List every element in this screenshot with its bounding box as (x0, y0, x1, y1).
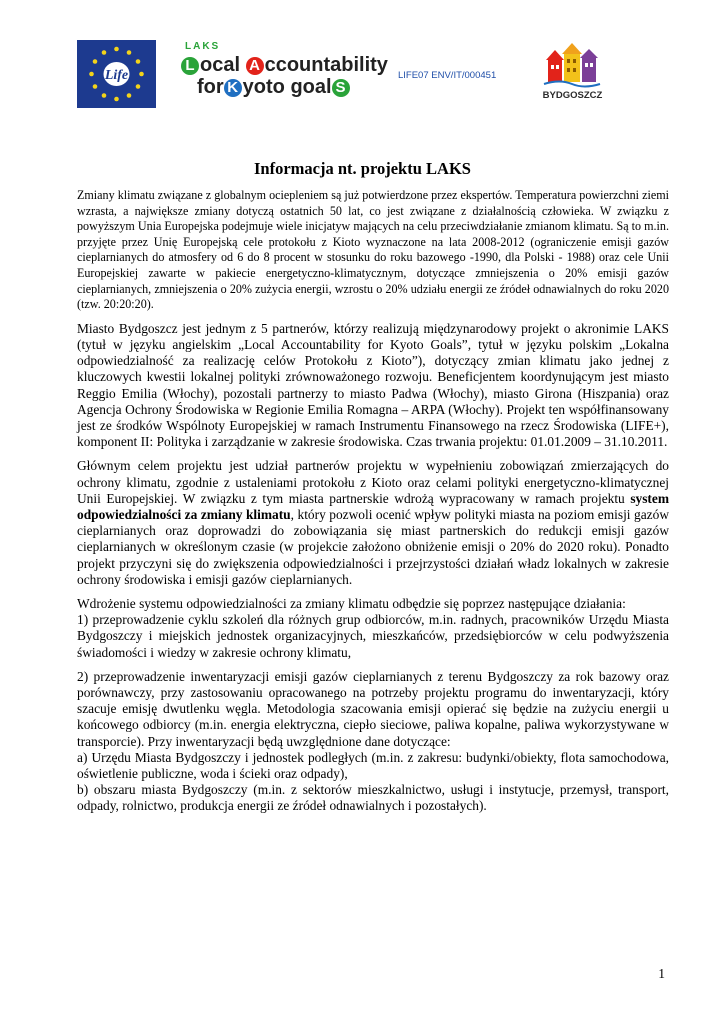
laks-logo-for: for (197, 76, 224, 98)
bydgoszcz-logo (540, 42, 605, 104)
project-code: LIFE07 ENV/IT/000451 (398, 70, 497, 81)
laks-ball-l: L (181, 57, 199, 75)
laks-logo-line1 (181, 54, 388, 76)
document-body (77, 188, 669, 815)
laks-ball-k: K (224, 79, 242, 97)
laks-acronym (185, 41, 220, 52)
laks-logo-ccountability: ccountability (264, 54, 388, 76)
list-item-inventory: 2) przeprowadzenie inwentaryzacji emisji gazów cieplarnianych z terenu Bydgoszczy za rok bazowy oraz porównawczy, przy zastosowaniu opracowanego na potrzeby projektu programu do inwentaryzacji, który szacuje emisję dwutlenku węgla. Metodologia szacowania emisji opierać się będzie na zużyciu energii u końcowego odbiorcy (m.in. energia elektryczna, ciepło sieciowe, paliwa kopalne, paliwa wykorzystywane w transporcie). Przy inwentaryzacji będą uwzględnione dane dotyczące: (77, 668, 669, 749)
laks-ball-a: A (246, 57, 264, 75)
laks-ball-s: S (332, 79, 350, 97)
laks-logo (181, 54, 388, 98)
document-title: Informacja nt. projektu LAKS (254, 159, 471, 178)
bydgoszcz-logo-text: BYDGOSZCZ (542, 90, 603, 101)
paragraph-main-goal (77, 458, 669, 588)
document-header (0, 0, 725, 120)
paragraph-main-goal-text-1: Głównym celem projektu jest udział partnerów projektu w wypełnieniu zobowiązań zmierzających do ochrony klimatu, zgodnie z ustaleniami protokołu z Kioto oraz celami polityki energetyczno-klimatycznej Unii Europejskiej. W związku z tym miasta partnerskie wdrożą wypracowany w ramach projektu (77, 458, 669, 506)
list-item-inventory-a: a) Urzędu Miasta Bydgoszczy i jednostek podległych (m.in. z zakresu: budynki/obiekty, flota samochodowa, oświetlenie publiczne, woda i ścieki oraz odpady), (77, 749, 669, 782)
laks-logo-yoto-goal: yoto goal (242, 76, 332, 98)
eu-stars-icon (77, 40, 156, 108)
paragraph-main-goal-text-2: , który pozwoli ocenić wpływ polityki miasta na poziom emisji gazów cieplarnianych oraz doprowadzi do zobowiązania się miast partnerskich do redukcji emisji gazów cieplarnianych w określonym czasie (w projekcie założono obniżenie emisji o 20% do 2020 roku). Ponadto projekt przyczyni się do zwiększenia odpowiedzialności i przejrzystości działań władz lokalnych w zakresie ochrony środowiska i emisji gazów cieplarnianych. (77, 506, 669, 587)
paragraph-partners: Miasto Bydgoszcz jest jednym z 5 partnerów, którzy realizują międzynarodowy projekt o akronimie LAKS (tytuł w języku angielskim „Local Accountability for Kyoto Goals”, tytuł w języku polskim „Lokalna odpowiedzialność za realizację celów Protokołu z Kioto”), dotyczący zmian klimatu jako jednej z kluczowych kwestii lokalnej polityki zrównoważonego rozwoju. Beneficjentem koordynującym jest miasto Reggio Emilia (Włochy), pozostali partnerzy to miasto Padwa (Włochy), miasto Girona (Hiszpania) oraz Agencja Ochrony Środowiska w Regionie Emilia Romagna – ARPA (Włochy). Projekt ten współfinansowany jest ze środków Wspólnoty Europejskiej w ramach Instrumentu Finansowego na rzecz Środowiska (LIFE+), komponent II: Polityka i zarządzanie w zakresie środowiska. Czas trwania projektu: 01.01.2009 – 31.10.2011. (77, 320, 669, 450)
life-logo-text: Life (104, 68, 129, 83)
laks-logo-ocal: ocal (200, 54, 246, 76)
paragraph-climate-change: Zmiany klimatu związane z globalnym ociepleniem są już potwierdzone przez ekspertów. Temperatura powierzchni ziemi wzrasta, a największe zmiany dotyczą ostatnich 50 lat, co jest związane z działalnością człowieka. W związku z powyższym Unia Europejska podejmuje wiele inicjatyw mających na celu przeciwdziałanie zmianom klimatu. Są to m.in. przyjęte przez Unię Europejską cele protokołu z Kioto wyznaczone na lata 2008-2012 (ograniczenie emisji gazów cieplarnianych do atmosfery od 6 do 8 procent w stosunku do roku bazowego -1990, dla Polski - 1988) oraz cele Unii Europejskiej zawarte w pakiecie energetyczno-klimatycznym, dotyczące zmniejszenia o 20% emisji gazów cieplarnianych, zmniejszenia o 20% zużycia energii, wzrostu o 20% udziału energii ze źródeł odnawialnych do roku 2020 (tzw. 20:20:20). (77, 188, 669, 312)
laks-acronym-text: LAKS (185, 41, 221, 52)
list-item-trainings: 1) przeprowadzenie cyklu szkoleń dla różnych grup odbiorców, m.in. radnych, pracowników Urzędu Miasta Bydgoszczy i miejskich jednostek organizacyjnych, mieszkańców, przedsiębiorców w celu podwyższenia świadomości i wiedzy w zakresie ochrony klimatu, (77, 612, 669, 660)
eu-life-logo (77, 40, 156, 108)
page-number: 1 (658, 966, 665, 981)
bydgoszcz-houses-icon (540, 42, 605, 104)
list-item-inventory-b: b) obszaru miasta Bydgoszczy (m.in. z sektorów mieszkalnictwo, usługi i instytucje, przemysł, transport, odpady, rolnictwo, produkcja energii ze źródeł odnawialnych i pozostałych). (77, 782, 669, 814)
paragraph-implementation-intro: Wdrożenie systemu odpowiedzialności za zmiany klimatu odbędzie się poprzez następujące działania: (77, 596, 626, 611)
laks-logo-line2 (181, 76, 388, 98)
paragraph-main-goal-bold: system odpowiedzialności za zmiany klimatu (77, 490, 669, 522)
